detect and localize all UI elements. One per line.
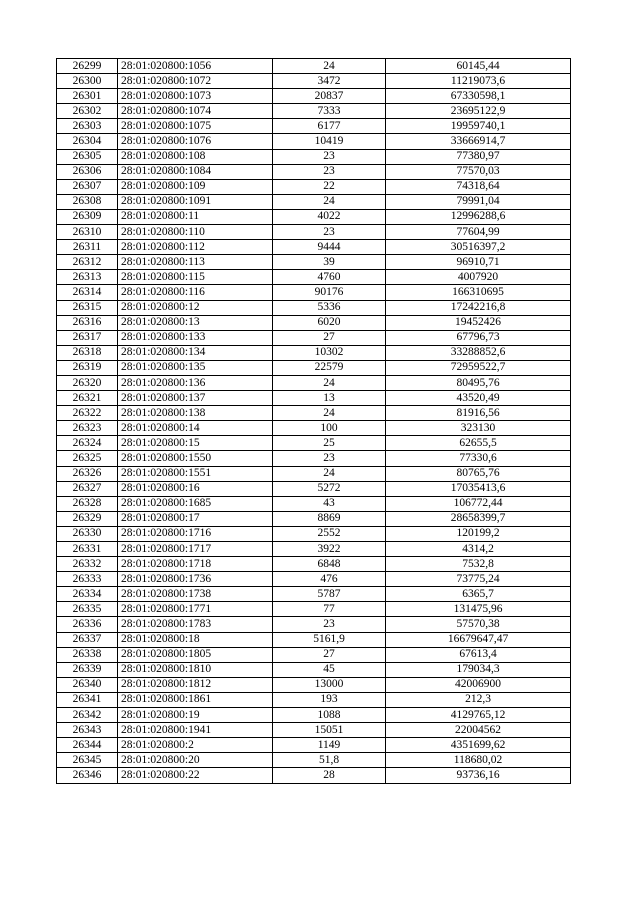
- row-number-cell: 26311: [57, 240, 118, 255]
- row-number-cell: 26338: [57, 647, 118, 662]
- cadastral-value-cell: 23695122,9: [386, 104, 571, 119]
- cadastral-value-cell: 4314,2: [386, 542, 571, 557]
- table-row: [57, 179, 571, 194]
- cadastral-number-cell: 28:01:020800:20: [118, 753, 273, 768]
- cadastral-number-cell: 28:01:020800:1718: [118, 557, 273, 572]
- cadastral-number-cell: 28:01:020800:13: [118, 315, 273, 330]
- cadastral-value-cell: 33666914,7: [386, 134, 571, 149]
- cadastral-number-cell: 28:01:020800:2: [118, 738, 273, 753]
- cadastral-value-cell: 106772,44: [386, 496, 571, 511]
- row-number-cell: 26336: [57, 617, 118, 632]
- cadastral-value-cell: 57570,38: [386, 617, 571, 632]
- cadastral-number-cell: 28:01:020800:1076: [118, 134, 273, 149]
- table-row: [57, 345, 571, 360]
- cadastral-value-cell: 4351699,62: [386, 738, 571, 753]
- area-cell: 27: [273, 330, 386, 345]
- area-cell: 7333: [273, 104, 386, 119]
- cadastral-number-cell: 28:01:020800:17: [118, 511, 273, 526]
- row-number-cell: 26328: [57, 496, 118, 511]
- table-row: [57, 74, 571, 89]
- table-row: [57, 134, 571, 149]
- cadastral-value-cell: 6365,7: [386, 587, 571, 602]
- table-row: [57, 647, 571, 662]
- table-row: [57, 375, 571, 390]
- row-number-cell: 26305: [57, 149, 118, 164]
- row-number-cell: 26346: [57, 768, 118, 783]
- cadastral-number-cell: 28:01:020800:1861: [118, 692, 273, 707]
- row-number-cell: 26342: [57, 708, 118, 723]
- row-number-cell: 26322: [57, 406, 118, 421]
- row-number-cell: 26329: [57, 511, 118, 526]
- row-number-cell: 26321: [57, 391, 118, 406]
- area-cell: 8869: [273, 511, 386, 526]
- cadastral-number-cell: 28:01:020800:136: [118, 375, 273, 390]
- area-cell: 90176: [273, 285, 386, 300]
- cadastral-number-cell: 28:01:020800:1072: [118, 74, 273, 89]
- row-number-cell: 26301: [57, 89, 118, 104]
- cadastral-value-cell: 120199,2: [386, 526, 571, 541]
- row-number-cell: 26319: [57, 360, 118, 375]
- table-row: [57, 209, 571, 224]
- row-number-cell: 26341: [57, 692, 118, 707]
- cadastral-value-cell: 77380,97: [386, 149, 571, 164]
- table-row: [57, 708, 571, 723]
- cadastral-number-cell: 28:01:020800:18: [118, 632, 273, 647]
- row-number-cell: 26339: [57, 662, 118, 677]
- table-row: [57, 602, 571, 617]
- cadastral-value-cell: 67330598,1: [386, 89, 571, 104]
- cadastral-value-cell: 22004562: [386, 723, 571, 738]
- cadastral-number-cell: 28:01:020800:1805: [118, 647, 273, 662]
- cadastral-number-cell: 28:01:020800:1091: [118, 194, 273, 209]
- cadastral-value-cell: 131475,96: [386, 602, 571, 617]
- cadastral-value-cell: 19452426: [386, 315, 571, 330]
- cadastral-number-cell: 28:01:020800:109: [118, 179, 273, 194]
- table-row: [57, 511, 571, 526]
- table-body: [57, 59, 571, 784]
- cadastral-number-cell: 28:01:020800:1810: [118, 662, 273, 677]
- table-row: [57, 255, 571, 270]
- area-cell: 1088: [273, 708, 386, 723]
- table-row: [57, 662, 571, 677]
- cadastral-value-cell: 74318,64: [386, 179, 571, 194]
- area-cell: 5336: [273, 300, 386, 315]
- cadastral-number-cell: 28:01:020800:1685: [118, 496, 273, 511]
- row-number-cell: 26330: [57, 526, 118, 541]
- area-cell: 25: [273, 436, 386, 451]
- row-number-cell: 26304: [57, 134, 118, 149]
- row-number-cell: 26307: [57, 179, 118, 194]
- cadastral-number-cell: 28:01:020800:11: [118, 209, 273, 224]
- row-number-cell: 26343: [57, 723, 118, 738]
- row-number-cell: 26344: [57, 738, 118, 753]
- cadastral-number-cell: 28:01:020800:115: [118, 270, 273, 285]
- area-cell: 5161,9: [273, 632, 386, 647]
- area-cell: 4760: [273, 270, 386, 285]
- row-number-cell: 26314: [57, 285, 118, 300]
- table-row: [57, 406, 571, 421]
- table-row: [57, 768, 571, 783]
- area-cell: 24: [273, 59, 386, 74]
- row-number-cell: 26315: [57, 300, 118, 315]
- cadastral-number-cell: 28:01:020800:116: [118, 285, 273, 300]
- cadastral-number-cell: 28:01:020800:1812: [118, 677, 273, 692]
- cadastral-value-cell: 81916,56: [386, 406, 571, 421]
- table-row: [57, 481, 571, 496]
- cadastral-value-cell: 12996288,6: [386, 209, 571, 224]
- table-row: [57, 632, 571, 647]
- area-cell: 3472: [273, 74, 386, 89]
- area-cell: 476: [273, 572, 386, 587]
- area-cell: 100: [273, 421, 386, 436]
- area-cell: 15051: [273, 723, 386, 738]
- table-row: [57, 225, 571, 240]
- area-cell: 23: [273, 149, 386, 164]
- row-number-cell: 26316: [57, 315, 118, 330]
- row-number-cell: 26310: [57, 225, 118, 240]
- area-cell: 77: [273, 602, 386, 617]
- row-number-cell: 26306: [57, 164, 118, 179]
- table-row: [57, 526, 571, 541]
- cadastral-number-cell: 28:01:020800:113: [118, 255, 273, 270]
- area-cell: 45: [273, 662, 386, 677]
- area-cell: 2552: [273, 526, 386, 541]
- cadastral-number-cell: 28:01:020800:22: [118, 768, 273, 783]
- cadastral-value-cell: 96910,71: [386, 255, 571, 270]
- area-cell: 13000: [273, 677, 386, 692]
- area-cell: 24: [273, 194, 386, 209]
- table-row: [57, 451, 571, 466]
- row-number-cell: 26299: [57, 59, 118, 74]
- cadastral-value-cell: 80765,76: [386, 466, 571, 481]
- cadastral-value-cell: 179034,3: [386, 662, 571, 677]
- table-row: [57, 330, 571, 345]
- area-cell: 22: [273, 179, 386, 194]
- row-number-cell: 26327: [57, 481, 118, 496]
- table-row: [57, 738, 571, 753]
- cadastral-value-cell: 212,3: [386, 692, 571, 707]
- table-row: [57, 421, 571, 436]
- cadastral-number-cell: 28:01:020800:14: [118, 421, 273, 436]
- cadastral-number-cell: 28:01:020800:137: [118, 391, 273, 406]
- cadastral-value-cell: 77604,99: [386, 225, 571, 240]
- cadastral-value-cell: 4007920: [386, 270, 571, 285]
- cadastral-value-cell: 17035413,6: [386, 481, 571, 496]
- area-cell: 20837: [273, 89, 386, 104]
- row-number-cell: 26323: [57, 421, 118, 436]
- area-cell: 5272: [273, 481, 386, 496]
- row-number-cell: 26313: [57, 270, 118, 285]
- area-cell: 23: [273, 617, 386, 632]
- cadastral-number-cell: 28:01:020800:108: [118, 149, 273, 164]
- cadastral-value-cell: 43520,49: [386, 391, 571, 406]
- area-cell: 51,8: [273, 753, 386, 768]
- row-number-cell: 26317: [57, 330, 118, 345]
- area-cell: 3922: [273, 542, 386, 557]
- cadastral-number-cell: 28:01:020800:1941: [118, 723, 273, 738]
- table-row: [57, 164, 571, 179]
- area-cell: 27: [273, 647, 386, 662]
- cadastral-value-cell: 4129765,12: [386, 708, 571, 723]
- table-row: [57, 557, 571, 572]
- area-cell: 9444: [273, 240, 386, 255]
- table-row: [57, 466, 571, 481]
- cadastral-number-cell: 28:01:020800:1550: [118, 451, 273, 466]
- cadastral-number-cell: 28:01:020800:138: [118, 406, 273, 421]
- row-number-cell: 26332: [57, 557, 118, 572]
- cadastral-number-cell: 28:01:020800:1056: [118, 59, 273, 74]
- row-number-cell: 26309: [57, 209, 118, 224]
- cadastral-number-cell: 28:01:020800:1073: [118, 89, 273, 104]
- table-row: [57, 692, 571, 707]
- table-row: [57, 240, 571, 255]
- table-row: [57, 496, 571, 511]
- cadastral-number-cell: 28:01:020800:1075: [118, 119, 273, 134]
- cadastral-value-cell: 42006900: [386, 677, 571, 692]
- cadastral-number-cell: 28:01:020800:19: [118, 708, 273, 723]
- cadastral-value-table: [56, 58, 571, 784]
- row-number-cell: 26335: [57, 602, 118, 617]
- table-row: [57, 677, 571, 692]
- area-cell: 24: [273, 375, 386, 390]
- cadastral-value-cell: 118680,02: [386, 753, 571, 768]
- table-row: [57, 315, 571, 330]
- table-row: [57, 285, 571, 300]
- cadastral-number-cell: 28:01:020800:1738: [118, 587, 273, 602]
- cadastral-number-cell: 28:01:020800:1084: [118, 164, 273, 179]
- area-cell: 28: [273, 768, 386, 783]
- row-number-cell: 26324: [57, 436, 118, 451]
- cadastral-number-cell: 28:01:020800:12: [118, 300, 273, 315]
- cadastral-number-cell: 28:01:020800:15: [118, 436, 273, 451]
- cadastral-number-cell: 28:01:020800:134: [118, 345, 273, 360]
- cadastral-value-cell: 62655,5: [386, 436, 571, 451]
- row-number-cell: 26340: [57, 677, 118, 692]
- row-number-cell: 26333: [57, 572, 118, 587]
- row-number-cell: 26320: [57, 375, 118, 390]
- cadastral-number-cell: 28:01:020800:1717: [118, 542, 273, 557]
- table-row: [57, 436, 571, 451]
- cadastral-value-cell: 7532,8: [386, 557, 571, 572]
- row-number-cell: 26326: [57, 466, 118, 481]
- table-row: [57, 149, 571, 164]
- table-row: [57, 360, 571, 375]
- cadastral-value-cell: 19959740,1: [386, 119, 571, 134]
- cadastral-value-cell: 77570,03: [386, 164, 571, 179]
- area-cell: 43: [273, 496, 386, 511]
- cadastral-value-cell: 33288852,6: [386, 345, 571, 360]
- cadastral-value-cell: 323130: [386, 421, 571, 436]
- row-number-cell: 26345: [57, 753, 118, 768]
- table-row: [57, 89, 571, 104]
- area-cell: 39: [273, 255, 386, 270]
- row-number-cell: 26303: [57, 119, 118, 134]
- area-cell: 193: [273, 692, 386, 707]
- cadastral-value-cell: 60145,44: [386, 59, 571, 74]
- cadastral-value-cell: 93736,16: [386, 768, 571, 783]
- area-cell: 6177: [273, 119, 386, 134]
- cadastral-value-cell: 72959522,7: [386, 360, 571, 375]
- cadastral-number-cell: 28:01:020800:135: [118, 360, 273, 375]
- row-number-cell: 26312: [57, 255, 118, 270]
- area-cell: 23: [273, 225, 386, 240]
- cadastral-value-cell: 67796,73: [386, 330, 571, 345]
- cadastral-value-cell: 79991,04: [386, 194, 571, 209]
- cadastral-value-cell: 67613,4: [386, 647, 571, 662]
- area-cell: 6848: [273, 557, 386, 572]
- table-row: [57, 119, 571, 134]
- row-number-cell: 26337: [57, 632, 118, 647]
- cadastral-value-cell: 80495,76: [386, 375, 571, 390]
- table-row: [57, 300, 571, 315]
- cadastral-value-cell: 17242216,8: [386, 300, 571, 315]
- cadastral-number-cell: 28:01:020800:1551: [118, 466, 273, 481]
- table-row: [57, 753, 571, 768]
- cadastral-number-cell: 28:01:020800:16: [118, 481, 273, 496]
- area-cell: 22579: [273, 360, 386, 375]
- cadastral-value-cell: 77330,6: [386, 451, 571, 466]
- cadastral-value-cell: 30516397,2: [386, 240, 571, 255]
- area-cell: 6020: [273, 315, 386, 330]
- row-number-cell: 26308: [57, 194, 118, 209]
- area-cell: 4022: [273, 209, 386, 224]
- area-cell: 10302: [273, 345, 386, 360]
- area-cell: 10419: [273, 134, 386, 149]
- area-cell: 1149: [273, 738, 386, 753]
- cadastral-number-cell: 28:01:020800:110: [118, 225, 273, 240]
- row-number-cell: 26318: [57, 345, 118, 360]
- area-cell: 23: [273, 164, 386, 179]
- area-cell: 23: [273, 451, 386, 466]
- table-row: [57, 572, 571, 587]
- cadastral-number-cell: 28:01:020800:1716: [118, 526, 273, 541]
- table-row: [57, 391, 571, 406]
- table-row: [57, 587, 571, 602]
- cadastral-value-cell: 11219073,6: [386, 74, 571, 89]
- cadastral-number-cell: 28:01:020800:1074: [118, 104, 273, 119]
- area-cell: 24: [273, 466, 386, 481]
- area-cell: 24: [273, 406, 386, 421]
- cadastral-value-cell: 73775,24: [386, 572, 571, 587]
- table-row: [57, 723, 571, 738]
- area-cell: 13: [273, 391, 386, 406]
- cadastral-number-cell: 28:01:020800:1771: [118, 602, 273, 617]
- table-row: [57, 194, 571, 209]
- row-number-cell: 26325: [57, 451, 118, 466]
- cadastral-value-cell: 28658399,7: [386, 511, 571, 526]
- cadastral-number-cell: 28:01:020800:133: [118, 330, 273, 345]
- cadastral-value-cell: 16679647,47: [386, 632, 571, 647]
- table-row: [57, 542, 571, 557]
- document-page: [56, 58, 571, 784]
- cadastral-number-cell: 28:01:020800:1783: [118, 617, 273, 632]
- table-row: [57, 270, 571, 285]
- table-row: [57, 104, 571, 119]
- row-number-cell: 26334: [57, 587, 118, 602]
- cadastral-value-cell: 166310695: [386, 285, 571, 300]
- table-row: [57, 617, 571, 632]
- table-row: [57, 59, 571, 74]
- cadastral-number-cell: 28:01:020800:112: [118, 240, 273, 255]
- row-number-cell: 26300: [57, 74, 118, 89]
- area-cell: 5787: [273, 587, 386, 602]
- cadastral-number-cell: 28:01:020800:1736: [118, 572, 273, 587]
- row-number-cell: 26331: [57, 542, 118, 557]
- row-number-cell: 26302: [57, 104, 118, 119]
